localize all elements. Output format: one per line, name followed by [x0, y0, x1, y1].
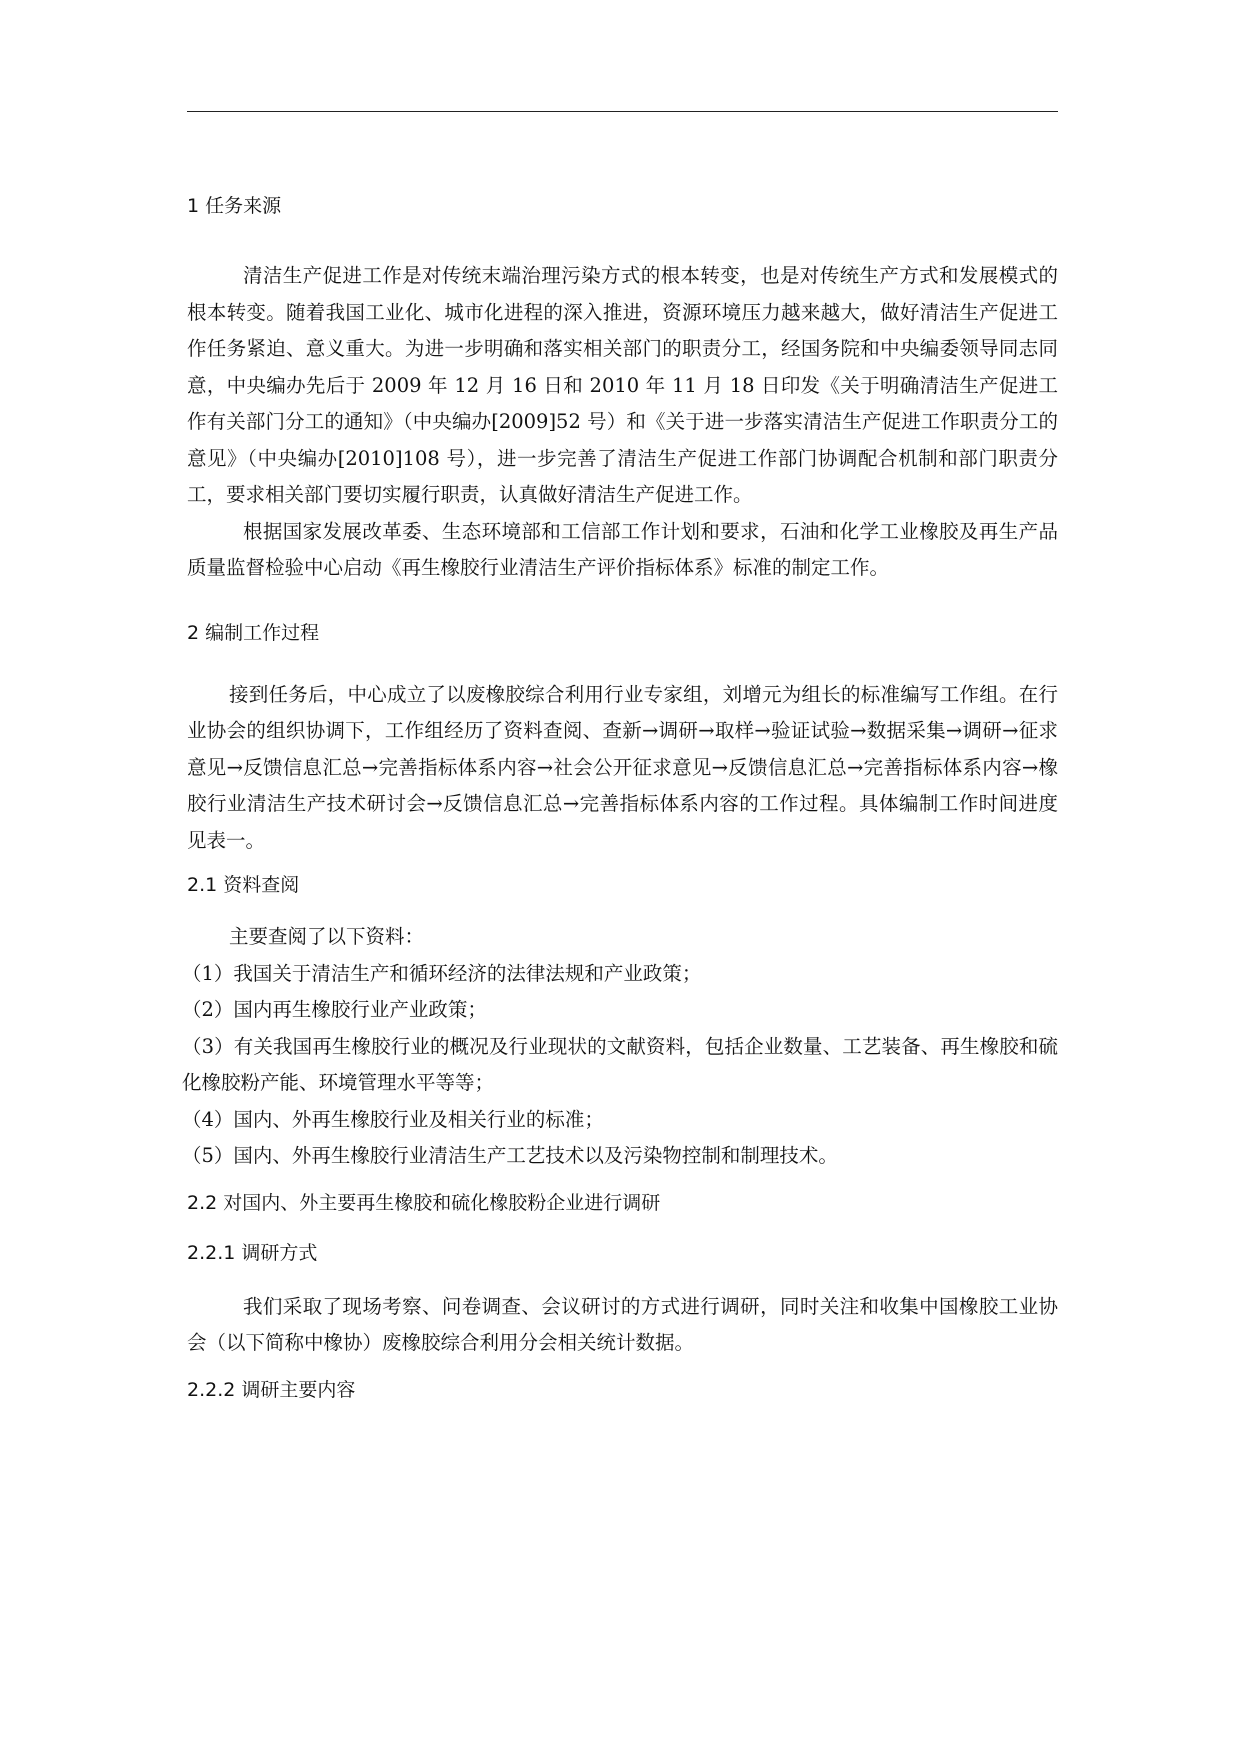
section-1-paragraph-2: 根据国家发展改革委、生态环境部和工信部工作计划和要求，石油和化学工业橡胶及再生产品质量监督检验中心启动《再生橡胶行业清洁生产评价指标体系》标准的制定工作。 — [187, 519, 1058, 579]
reference-list-item: （4）国内、外再生橡胶行业及相关行业的标准； — [182, 1107, 604, 1131]
section-2-paragraph-1: 接到任务后，中心成立了以废橡胶综合利用行业专家组，刘增元为组长的标准编写工作组。在行业协会的组织协调下，工作组经历了资料查阅、查新→调研→取样→验证试验→数据采集→调研→征求意见→反馈信息汇总→完善指标体系内容→社会公开征求意见→反馈信息汇总→完善指标体系内容→橡胶行业清洁生产技术研讨会→反馈信息汇总→完善指标体系内容的工作过程。具体编制工作时间进度见表一。 — [187, 682, 1058, 852]
reference-list-item: （3）有关我国再生橡胶行业的概况及行业现状的文献资料，包括企业数量、工艺装备、再生橡胶和硫化橡胶粉产能、环境管理水平等等； — [182, 1034, 1058, 1094]
section-2-heading: 2 编制工作过程 — [187, 621, 320, 644]
header-rule — [187, 111, 1058, 112]
reference-list-item: （1）我国关于清洁生产和循环经济的法律法规和产业政策； — [182, 961, 702, 985]
section-2-2-heading: 2.2 对国内、外主要再生橡胶和硫化橡胶粉企业进行调研 — [187, 1191, 661, 1214]
section-1-paragraph-1: 清洁生产促进工作是对传统末端治理污染方式的根本转变，也是对传统生产方式和发展模式的根本转变。随着我国工业化、城市化进程的深入推进，资源环境压力越来越大，做好清洁生产促进工作任务紧迫、意义重大。为进一步明确和落实相关部门的职责分工，经国务院和中央编委领导同志同意，中央编办先后于 2009 年 12 月 16 日和 2010 年 11 月 18 日印发《关于明确清洁生产促进工作有关部门分工的通知》（中央编办[2009]52 号）和《关于进一步落实清洁生产促进工作职责分工的意见》（中央编办[2010]108 号），进一步完善了清洁生产促进工作部门协调配合机制和部门职责分工，要求相关部门要切实履行职责，认真做好清洁生产促进工作。 — [187, 264, 1058, 506]
section-2-1-heading: 2.1 资料查阅 — [187, 874, 300, 896]
section-1-heading: 1 任务来源 — [187, 195, 282, 217]
section-2-2-1-heading: 2.2.1 调研方式 — [187, 1241, 318, 1264]
section-2-2-1-paragraph-1: 我们采取了现场考察、问卷调查、会议研讨的方式进行调研，同时关注和收集中国橡胶工业协会（以下简称中橡协）废橡胶综合利用分会相关统计数据。 — [187, 1294, 1058, 1354]
document-body — [182, 192, 1058, 1404]
section-2-2-2-heading: 2.2.2 调研主要内容 — [187, 1378, 356, 1401]
section-2-1-intro: 主要查阅了以下资料： — [229, 925, 425, 948]
reference-list-item: （5）国内、外再生橡胶行业清洁生产工艺技术以及污染物控制和制理技术。 — [182, 1144, 838, 1167]
reference-list-item: （2）国内再生橡胶行业产业政策； — [182, 998, 487, 1021]
